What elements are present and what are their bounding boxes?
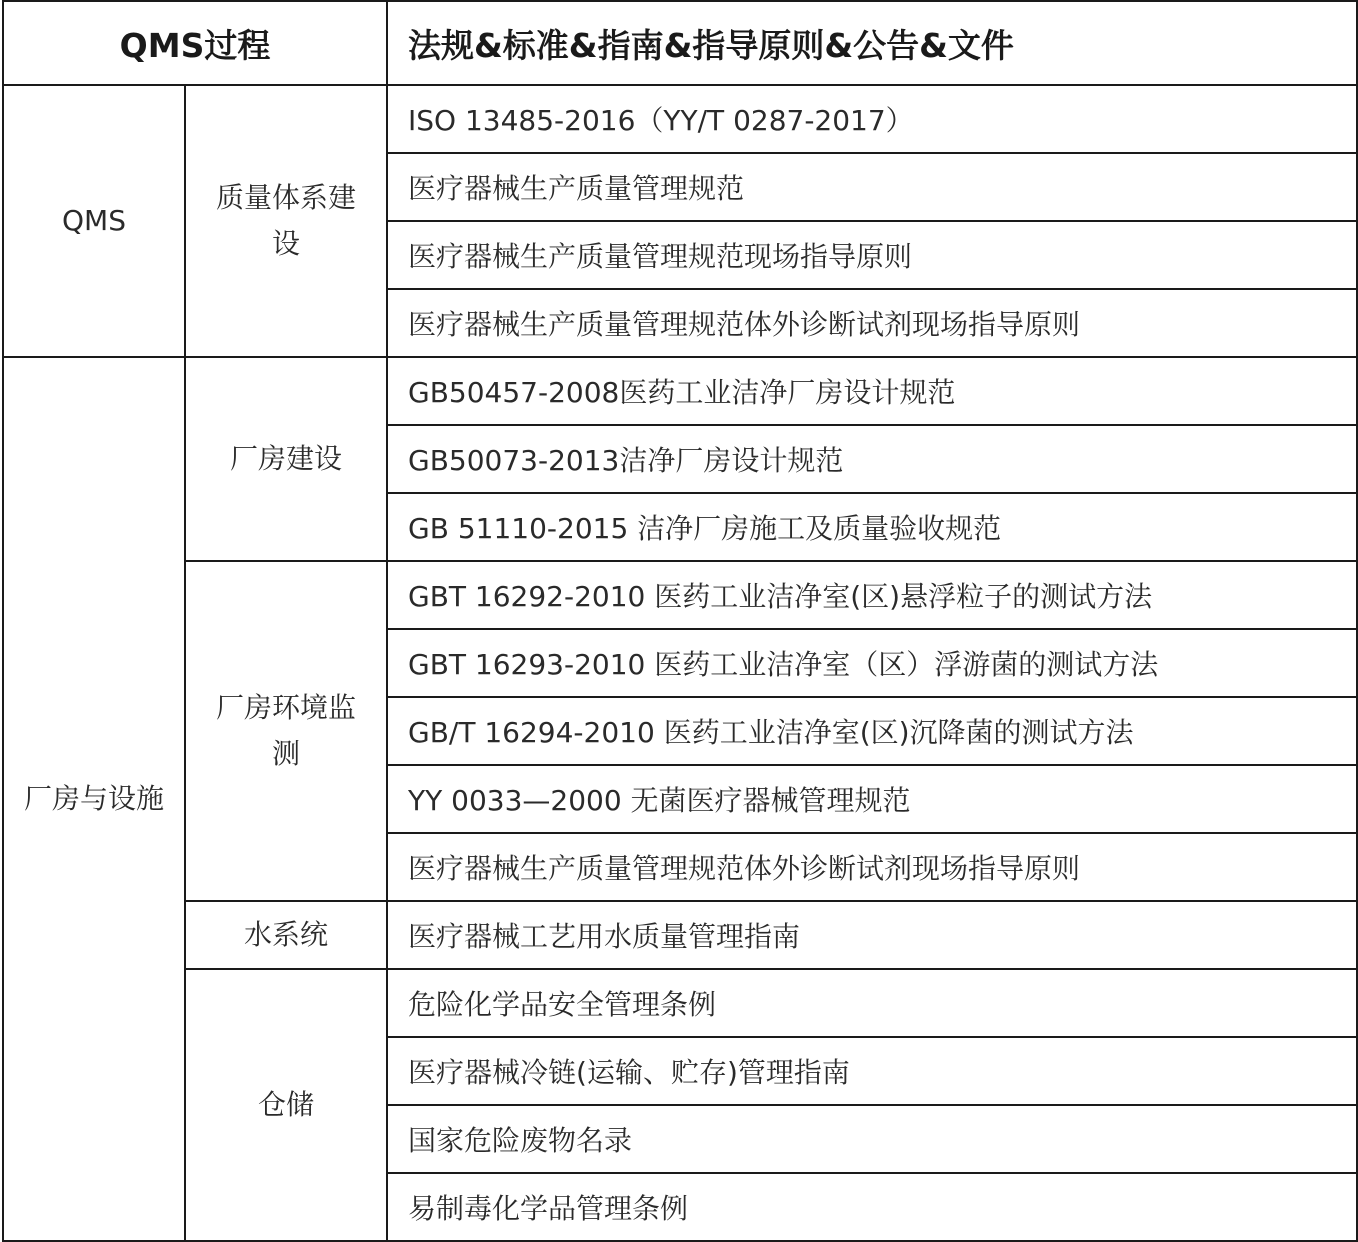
header-regulations: 法规&标准&指南&指导原则&公告&文件 — [387, 1, 1357, 85]
document-cell: 危险化学品安全管理条例 — [387, 969, 1357, 1037]
document-cell: 医疗器械冷链(运输、贮存)管理指南 — [387, 1037, 1357, 1105]
document-cell: GB50073-2013洁净厂房设计规范 — [387, 425, 1357, 493]
table-row — [3, 561, 1357, 629]
subgroup-cell-water-system: 水系统 — [185, 901, 387, 969]
header-row — [3, 1, 1357, 85]
document-cell: 医疗器械生产质量管理规范体外诊断试剂现场指导原则 — [387, 833, 1357, 901]
table-row — [3, 901, 1357, 969]
document-cell: 易制毒化学品管理条例 — [387, 1173, 1357, 1241]
header-qms-process: QMS过程 — [3, 1, 387, 85]
table-row — [3, 969, 1357, 1037]
document-cell: GB50457-2008医药工业洁净厂房设计规范 — [387, 357, 1357, 425]
document-cell: GB 51110-2015 洁净厂房施工及质量验收规范 — [387, 493, 1357, 561]
subgroup-cell-quality-system: 质量体系建设 — [185, 85, 387, 357]
subgroup-cell-environment-monitoring: 厂房环境监测 — [185, 561, 387, 901]
subgroup-cell-storage: 仓储 — [185, 969, 387, 1241]
document-cell: ISO 13485-2016（YY/T 0287-2017） — [387, 85, 1357, 153]
group-cell-facilities: 厂房与设施 — [3, 357, 185, 1241]
document-cell: YY 0033—2000 无菌医疗器械管理规范 — [387, 765, 1357, 833]
table-row — [3, 357, 1357, 425]
document-cell: 医疗器械生产质量管理规范体外诊断试剂现场指导原则 — [387, 289, 1357, 357]
document-cell: 国家危险废物名录 — [387, 1105, 1357, 1173]
document-cell: GBT 16292-2010 医药工业洁净室(区)悬浮粒子的测试方法 — [387, 561, 1357, 629]
regulations-table — [2, 0, 1358, 1242]
group-cell-qms: QMS — [3, 85, 185, 357]
document-cell: 医疗器械生产质量管理规范 — [387, 153, 1357, 221]
subgroup-cell-plant-construction: 厂房建设 — [185, 357, 387, 561]
document-cell: GB/T 16294-2010 医药工业洁净室(区)沉降菌的测试方法 — [387, 697, 1357, 765]
document-cell: 医疗器械生产质量管理规范现场指导原则 — [387, 221, 1357, 289]
document-cell: GBT 16293-2010 医药工业洁净室（区）浮游菌的测试方法 — [387, 629, 1357, 697]
document-cell: 医疗器械工艺用水质量管理指南 — [387, 901, 1357, 969]
table-row — [3, 85, 1357, 153]
